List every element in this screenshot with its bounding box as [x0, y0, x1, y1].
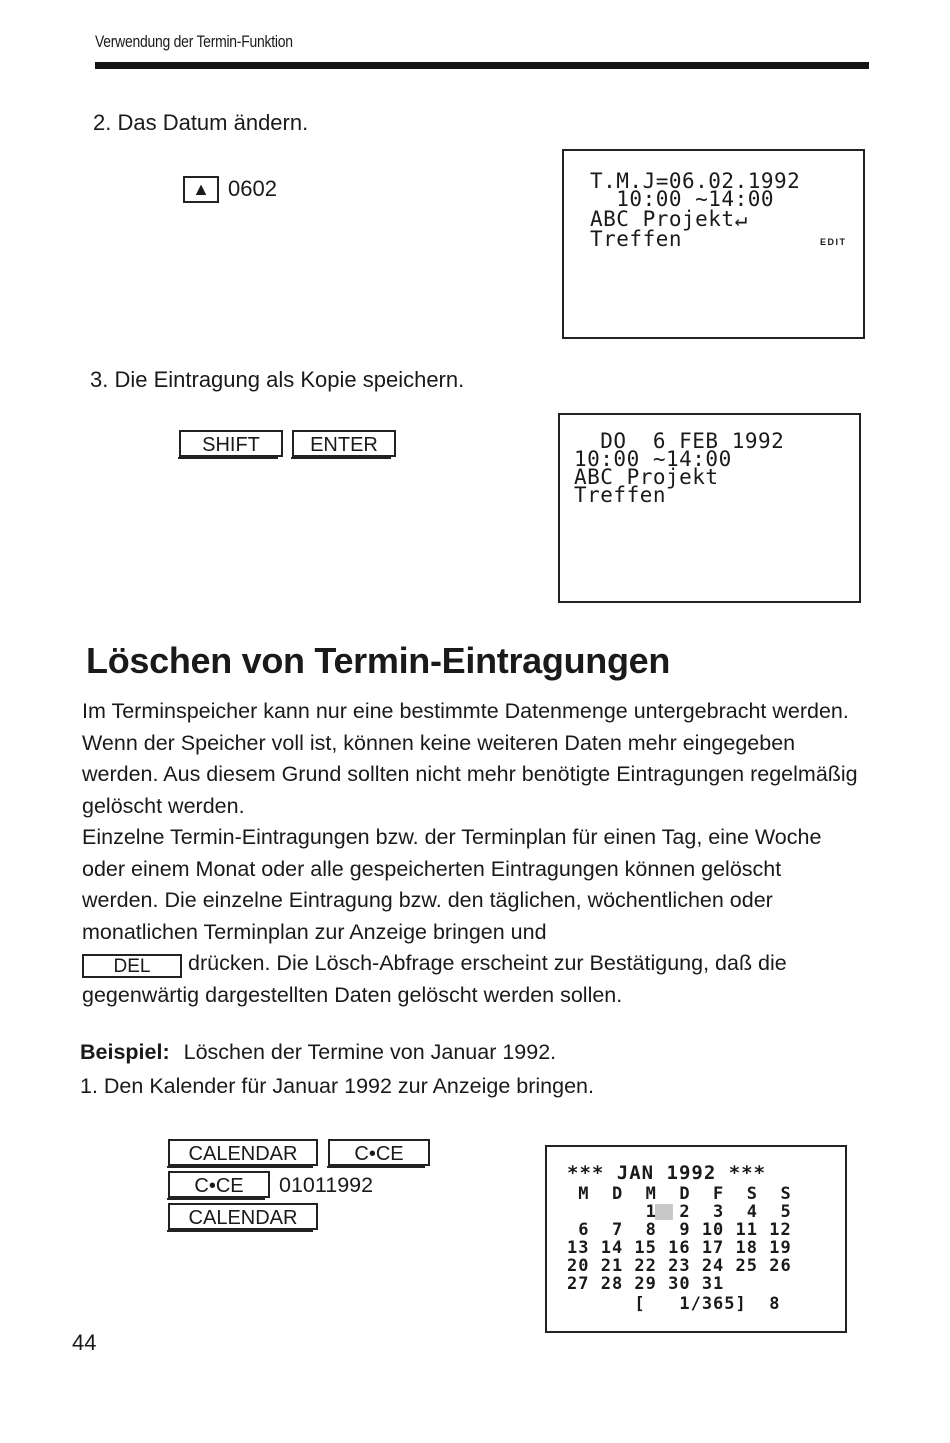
enter-key: ENTER — [292, 430, 396, 457]
calendar-row-5: 27 28 29 30 31 — [567, 1274, 725, 1294]
calendar-title: *** JAN 1992 *** — [567, 1162, 767, 1184]
del-key: DEL — [82, 954, 182, 978]
calendar-row-2: 6 7 8 9 10 11 12 — [567, 1220, 792, 1240]
lcd-display-saved — [558, 413, 861, 603]
example-step-1: 1. Den Kalender für Januar 1992 zur Anzeige bringen. — [80, 1074, 594, 1098]
calendar-key: CALENDAR — [168, 1139, 318, 1166]
page-number: 44 — [72, 1330, 97, 1355]
example-text: Löschen der Termine von Januar 1992. — [183, 1040, 557, 1064]
calendar-display — [545, 1145, 847, 1333]
paragraph-1-text: Im Terminspeicher kann nur eine bestimmte Datenmenge untergebracht werden. Wenn der Speicher voll ist, können keine weiteren Daten mehr eingegeben werden. Aus diesem Grund sollten nicht mehr benötigte Eintragungen regelmäßig gelöscht werden. — [82, 699, 858, 818]
paragraph-2-end-text: drücken. Die Lösch-Abfrage erscheint zur Bestätigung, daß die gegenwärtig dargestellten Daten gelöscht werden sollen. — [82, 951, 787, 1007]
calendar-row-1: 1 2 3 4 5 — [567, 1202, 792, 1222]
calendar-row-4: 20 21 22 23 24 25 26 — [567, 1256, 792, 1276]
body-paragraph-2 — [82, 822, 862, 1011]
step-2-text: 2. Das Datum ändern. — [93, 110, 309, 135]
lcd-line-1: T.M.J=06.02.1992 — [590, 169, 801, 193]
date-input: 01011992 — [279, 1173, 374, 1197]
lcd-line-4: Treffen — [590, 227, 683, 251]
step-3-text: 3. Die Eintragung als Kopie speichern. — [90, 367, 465, 392]
example-label: Beispiel: — [80, 1040, 170, 1064]
lcd-line-2: 10:00 ~14:00 — [590, 187, 775, 211]
calendar-weekdays: M D M D F S S — [567, 1184, 792, 1204]
calendar-key-2: CALENDAR — [168, 1203, 318, 1230]
example-line — [80, 1040, 556, 1065]
cce-key-2: C•CE — [168, 1171, 270, 1198]
body-paragraph-1 — [82, 696, 862, 822]
section-heading: Löschen von Termin-Eintragungen — [86, 640, 671, 681]
lcd-line-3: ABC Projekt — [574, 465, 719, 489]
lcd-display-edit — [562, 149, 865, 339]
up-arrow-key-icon: ▲ — [183, 176, 219, 203]
paragraph-2-text: Einzelne Termin-Eintragungen bzw. der Terminplan für einen Tag, eine Woche oder einem Monat oder alle gespeicherten Eintragungen können gelöscht werden. Die einzelne Eintragung bzw. den täglichen, wöchentlichen oder monatlichen Terminplan zur Anzeige bringen und — [82, 825, 822, 944]
calendar-row-3: 13 14 15 16 17 18 19 — [567, 1238, 792, 1258]
header-rule — [95, 62, 869, 69]
edit-mode-indicator: EDIT — [820, 237, 847, 247]
lcd-line-1: DO 6 FEB 1992 — [574, 429, 785, 453]
lcd-line-4: Treffen — [574, 483, 667, 507]
running-header: Verwendung der Termin-Funktion — [95, 32, 293, 51]
lcd-line-3: ABC Projekt↵ — [590, 207, 748, 231]
step-2-key-input: 0602 — [228, 176, 277, 201]
shift-key: SHIFT — [179, 430, 283, 457]
cce-key: C•CE — [328, 1139, 430, 1166]
calendar-status: [ 1/365] 8 — [567, 1294, 781, 1314]
lcd-line-2: 10:00 ~14:00 — [574, 447, 732, 471]
